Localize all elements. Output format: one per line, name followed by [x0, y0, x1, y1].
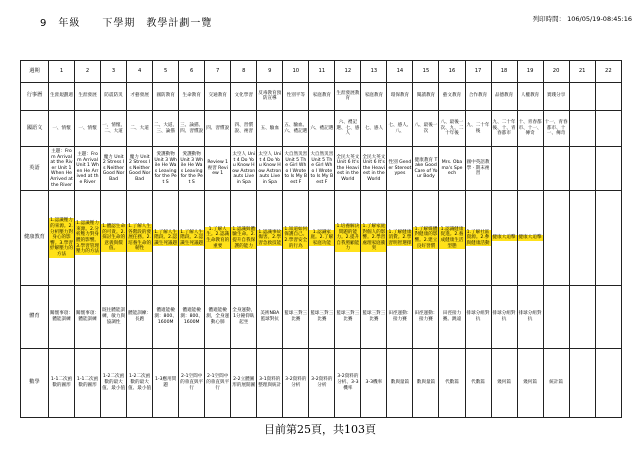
plan-cell-text: 國防教育: [156, 93, 175, 99]
plan-cell: [361, 110, 387, 147]
plan-cell: [491, 190, 517, 285]
plan-cell-text: 交通教育: [208, 93, 227, 99]
plan-cell: [335, 190, 361, 285]
plan-cell: [231, 110, 257, 147]
plan-cell: [231, 190, 257, 285]
plan-cell-text: 統計篇: [549, 380, 563, 386]
plan-cell: [309, 348, 335, 417]
plan-cell: [231, 82, 257, 110]
plan-cell: [465, 190, 491, 285]
week-number: 14: [387, 61, 413, 83]
week-number: 2: [75, 61, 101, 83]
plan-cell-text: 愛護動物 Unit 3 While He Was Leaving for the Pet S: [154, 151, 177, 185]
plan-cell: [491, 348, 517, 417]
plan-cell-text: 1.了解人生階段。2.認識生死議題: [154, 229, 178, 246]
plan-cell: [153, 82, 179, 110]
plan-cell-text: 1.了解人生各階段的發展任務。2.培養生命的韌性: [128, 223, 152, 252]
plan-cell-text: 1.了解媒體對健康的影響。2.建立良好習慣: [414, 226, 438, 249]
plan-cell-text: 3-1資料的整理與統計: [258, 377, 282, 388]
plan-cell: [153, 110, 179, 147]
plan-cell: [231, 147, 257, 190]
plan-cell-text: 二、大道: [130, 125, 149, 131]
plan-cell: [413, 147, 439, 190]
plan-cell: [335, 348, 361, 417]
week-number: 19: [517, 61, 543, 83]
plan-cell: [205, 286, 231, 349]
plan-cell: [101, 147, 127, 190]
plan-cell-text: 家庭教育: [364, 93, 384, 99]
plan-cell: [491, 286, 517, 349]
plan-cell-text: 體適能檢測：800、1600M: [154, 308, 177, 325]
plan-cell: [153, 348, 179, 417]
print-time: 列印時間： 106/05/19-08:45:16: [532, 15, 632, 23]
plan-cell: [283, 82, 309, 110]
plan-cell: [127, 82, 153, 110]
plan-cell-text: 3-3機率: [365, 380, 383, 386]
plan-cell-text: 十一、青春都市、十一、傳奇: [544, 120, 568, 137]
week-number: 9: [257, 61, 283, 83]
plan-cell: [465, 147, 491, 190]
plan-cell-text: 3-2資料的分析: [285, 377, 307, 388]
plan-cell: [543, 110, 569, 147]
plan-cell-text: 數與量篇: [416, 380, 436, 386]
plan-cell: [569, 82, 595, 110]
plan-cell: [361, 286, 387, 349]
plan-cell-text: 幾何篇: [523, 380, 537, 386]
plan-cell-text: 1.了解健康消費。2.學習明智選擇: [388, 229, 412, 246]
plan-cell-text: 代數篇: [445, 380, 459, 386]
plan-cell-text: 環保教育: [390, 93, 410, 99]
plan-cell: [465, 82, 491, 110]
plan-cell-text: 代數篇: [471, 380, 485, 386]
week-number: 22: [595, 61, 621, 83]
plan-cell-text: 大自然災害 Unit 5 The Girl Who I Wrote to Is My Best F: [310, 151, 334, 185]
subject-label: 數學: [21, 348, 49, 417]
plan-cell-text: 1.了解人生階段。2.認識生死議題: [180, 229, 204, 246]
plan-cell: [75, 190, 101, 285]
plan-cell: [283, 286, 309, 349]
plan-cell: [335, 82, 361, 110]
subject-row: [21, 286, 622, 349]
plan-cell: [257, 348, 283, 417]
plan-cell: [309, 82, 335, 110]
plan-cell-text: 太空人 Unit 4 Do You Know How Astronauts Live in Spa: [232, 151, 256, 185]
plan-cell-text: 1.認識與體驗生命。2.提升自我保護的能力: [232, 226, 256, 249]
plan-cell: [127, 110, 153, 147]
plan-cell: [231, 348, 257, 417]
week-number: 15: [413, 61, 439, 83]
plan-cell-text: 籃球三對三比賽: [284, 311, 308, 322]
plan-cell: [517, 348, 543, 417]
week-number: 21: [569, 61, 595, 83]
teaching-plan-table: [20, 60, 622, 418]
plan-cell-text: 防震防災: [104, 93, 123, 99]
plan-cell-text: 1.認識事故傷害。2.學習急救技能: [258, 229, 282, 246]
plan-cell: [413, 190, 439, 285]
plan-cell-text: 1.培養解決問題的能力。2.提升自我照顧能力: [336, 223, 360, 252]
plan-cell: [205, 348, 231, 417]
plan-cell: [101, 82, 127, 110]
plan-cell-text: 閱讀教育: [416, 93, 436, 99]
subject-label: 國語文: [21, 110, 49, 147]
plan-cell-text: 魔力 Unit 2 Stress Is Neither Good Nor Bad: [102, 154, 125, 183]
week-number: 11: [309, 61, 335, 83]
plan-cell-text: 十、青春都市、十一、傳奇: [518, 120, 542, 137]
plan-cell-text: 國中英語教學 · 期末複習: [466, 160, 490, 177]
plan-cell: [465, 286, 491, 349]
plan-cell-text: 1-3應用問題: [154, 377, 177, 388]
plan-cell: [439, 147, 465, 190]
plan-cell: [75, 82, 101, 110]
grade-title: 9 年級 下學期 教學計劃一覽: [40, 18, 213, 29]
plan-cell: [205, 147, 231, 190]
plan-cell: [283, 348, 309, 417]
plan-cell: [361, 348, 387, 417]
subject-label: 英語: [21, 147, 49, 190]
plan-cell-text: 1.認識健康促進。2.養成健康生活型態: [440, 226, 464, 249]
plan-cell-text: 2-1空間中的垂直與平行: [180, 374, 204, 391]
plan-cell-text: 主題：From Arrival Unit 1 When He Arrived at the River: [76, 151, 99, 185]
plan-cell: [595, 82, 621, 110]
week-header-row: [21, 61, 622, 83]
plan-cell: [361, 147, 387, 190]
plan-cell: [75, 110, 101, 147]
plan-cell: [49, 348, 75, 417]
plan-cell: [75, 147, 101, 190]
plan-cell-text: 體適能檢測：800、1600M: [180, 308, 203, 325]
week-number: 13: [361, 61, 387, 83]
plan-cell-text: 魔力 Unit 2 Stress Is Neither Good Nor Bad: [128, 154, 151, 183]
subject-label: 行事曆: [21, 82, 49, 110]
plan-cell-text: 大自然災害 Unit 5 The Girl Who I Wrote to Is My Best F: [284, 151, 308, 185]
plan-cell-text: 實踐分享: [546, 93, 566, 99]
plan-cell: [309, 286, 335, 349]
plan-cell: [413, 348, 439, 417]
plan-cell: [49, 190, 75, 285]
plan-cell-text: 生涯規劃週: [50, 93, 73, 99]
plan-cell-text: 健康大追擊: [518, 235, 542, 241]
plan-cell-text: 1.體認生命的可貴。2.探討生命的意義與價值。: [102, 223, 126, 252]
plan-cell: [153, 286, 179, 349]
plan-cell-text: 主題：From Arrival at the River Unit 1 When He Arrived at the River: [50, 149, 73, 188]
subject-label: 體育: [21, 286, 49, 349]
plan-cell-text: 田徑接力賽。跳遠: [442, 311, 462, 322]
plan-cell-text: 八、最後一次、九、二十年後: [440, 120, 464, 137]
plan-cell-text: 1-1二次函數的圖形: [50, 377, 73, 388]
plan-cell-text: 人權教育: [520, 93, 540, 99]
plan-cell: [387, 147, 413, 190]
plan-cell: [361, 190, 387, 285]
plan-cell-text: 1.了解人生。2.認識生命教育的重要: [206, 226, 230, 249]
plan-cell-text: 三、論描、四、習慣說: [180, 123, 204, 134]
plan-cell-text: 生命教育: [182, 93, 201, 99]
plan-cell: [75, 286, 101, 349]
plan-cell-text: 排球分組對抗: [518, 311, 542, 322]
plan-cell: [439, 286, 465, 349]
plan-cell-text: 七、感人: [364, 125, 384, 131]
plan-cell-text: 排球分組對抗: [466, 311, 490, 322]
plan-cell-text: 愛護動物 Unit 3 While He Was Leaving for the Pet S: [180, 151, 203, 185]
plan-cell-text: 一、情懷: [52, 125, 71, 131]
subject-row: [21, 190, 622, 285]
plan-cell: [569, 110, 595, 147]
plan-cell: [387, 190, 413, 285]
week-number: 17: [465, 61, 491, 83]
plan-cell-text: 一、情懷、二、大道: [102, 123, 126, 134]
plan-cell-text: 健康大追擊: [492, 235, 516, 241]
subject-row: [21, 147, 622, 190]
plan-cell-text: 反毒教育預防宣導: [258, 90, 282, 102]
plan-cell-text: 1.了解家庭對個人的影響。2.學習處理家庭衝突: [362, 223, 386, 252]
plan-cell-text: 五、驗血、六、禮記選: [284, 123, 308, 134]
plan-cell: [335, 147, 361, 190]
plan-cell: [205, 190, 231, 285]
plan-cell: [595, 348, 621, 417]
plan-cell: [517, 190, 543, 285]
plan-cell-text: 1.認識壓力的來源。2.分析壓力對身心的影響。3.學習紓解壓力的方法: [50, 218, 73, 257]
plan-cell-text: 二、大道、三、論描: [154, 123, 178, 134]
plan-cell-text: 幾何篇: [497, 380, 511, 386]
plan-cell-text: 健康教育 Take Good Care of Your Body: [414, 157, 438, 180]
plan-cell: [335, 286, 361, 349]
plan-cell: [543, 147, 569, 190]
week-number: 5: [153, 61, 179, 83]
subject-label: 健康教育: [21, 190, 49, 285]
plan-cell: [465, 348, 491, 417]
plan-cell: [231, 286, 257, 349]
plan-cell-text: 1-1二次函數的圖形: [76, 377, 99, 388]
plan-cell: [439, 110, 465, 147]
week-number: 4: [127, 61, 153, 83]
plan-cell: [387, 110, 413, 147]
plan-cell: [543, 286, 569, 349]
plan-cell: [205, 110, 231, 147]
plan-cell-text: 生涯發展: [78, 93, 97, 99]
plan-cell: [595, 190, 621, 285]
plan-cell-text: 關懷事項：體能訓練: [50, 311, 73, 322]
plan-cell-text: 籃球三對三比賽: [336, 311, 360, 322]
week-number: 3: [101, 61, 127, 83]
plan-cell: [101, 110, 127, 147]
plan-cell-text: 田徑運動：接力賽: [388, 311, 412, 322]
subject-row: [21, 82, 622, 110]
plan-cell-text: 七、感人、八、: [388, 123, 412, 134]
week-number: 1: [49, 61, 75, 83]
plan-cell: [543, 348, 569, 417]
plan-cell-text: 六、禮記選: [310, 125, 334, 131]
plan-cell: [465, 110, 491, 147]
plan-cell-text: 性別 Gender Stereotypes: [388, 160, 412, 177]
plan-cell-text: 文化學習: [234, 93, 253, 99]
plan-cell: [595, 147, 621, 190]
plan-cell: [127, 348, 153, 417]
week-number: 7: [205, 61, 231, 83]
plan-cell: [179, 348, 205, 417]
plan-cell-text: 1-2二次函數的最大值、最小值: [128, 374, 152, 391]
plan-cell: [569, 348, 595, 417]
plan-cell-text: 2-1空間中的垂直與平行: [206, 374, 230, 391]
plan-cell-text: 排球分組對抗: [492, 311, 516, 322]
plan-cell: [413, 286, 439, 349]
week-number: 6: [179, 61, 205, 83]
plan-cell: [595, 110, 621, 147]
plan-cell-text: 五、驗血: [260, 125, 279, 131]
plan-cell: [335, 110, 361, 147]
plan-cell-text: 四、習慣說、複習: [234, 123, 253, 134]
week-number: 16: [439, 61, 465, 83]
plan-cell: [283, 110, 309, 147]
plan-cell: [257, 286, 283, 349]
plan-cell: [517, 110, 543, 147]
plan-cell-text: 全身運動，1分鐘仰臥起坐: [232, 308, 256, 325]
plan-cell-text: 體能訓練：長跑: [128, 311, 152, 322]
plan-cell: [439, 190, 465, 285]
plan-cell-text: 美術NBA籃球對抗: [260, 311, 280, 322]
plan-cell: [49, 147, 75, 190]
plan-cell-text: 才藝發展: [130, 93, 149, 99]
plan-cell: [179, 286, 205, 349]
plan-cell-text: 六、禮記選、七、感人: [336, 120, 360, 137]
week-number: 18: [491, 61, 517, 83]
plan-cell-text: 九、二十年後: [466, 123, 490, 134]
plan-cell-text: 3-2資料的分析: [311, 377, 333, 388]
plan-cell: [101, 286, 127, 349]
subject-row: [21, 110, 622, 147]
plan-cell: [491, 147, 517, 190]
plan-cell: [127, 286, 153, 349]
plan-cell: [179, 190, 205, 285]
plan-cell-text: 九、二十年後、十、青春都市: [492, 120, 516, 137]
plan-cell: [387, 348, 413, 417]
plan-cell-text: 籃球三對三比賽: [362, 311, 386, 322]
plan-cell-text: Mrs. Obama's Speech: [441, 160, 463, 177]
plan-cell: [439, 348, 465, 417]
plan-cell-text: 1.了解社區資源。2.參與健康活動: [466, 229, 490, 246]
plan-cell: [257, 190, 283, 285]
plan-cell: [49, 286, 75, 349]
plan-cell-text: 1.認識家庭。2.了解家庭功能: [310, 229, 334, 246]
plan-cell: [517, 82, 543, 110]
plan-cell-text: 家庭教育: [312, 93, 332, 99]
plan-cell: [101, 190, 127, 285]
plan-cell: [179, 110, 205, 147]
plan-cell-text: 藝文教育: [442, 93, 462, 99]
plan-cell: [517, 286, 543, 349]
plan-cell: [283, 190, 309, 285]
plan-cell: [309, 110, 335, 147]
plan-cell-text: 品德教育: [494, 93, 514, 99]
plan-cell: [569, 190, 595, 285]
plan-cell: [569, 286, 595, 349]
plan-cell-text: 田徑運動：接力賽: [414, 311, 438, 322]
plan-cell-text: 關懷事項：體能訓練: [76, 311, 100, 322]
plan-cell-text: 數與量篇: [390, 380, 410, 386]
plan-cell: [179, 82, 205, 110]
plan-cell: [257, 82, 283, 110]
plan-cell: [205, 82, 231, 110]
plan-cell: [413, 82, 439, 110]
plan-cell: [153, 190, 179, 285]
plan-cell-text: 八、最後一次: [414, 123, 438, 134]
plan-cell: [309, 190, 335, 285]
plan-cell: [49, 110, 75, 147]
plan-cell-text: 生涯發展教育: [336, 90, 360, 102]
week-number: 12: [335, 61, 361, 83]
plan-cell: [49, 82, 75, 110]
plan-cell-text: 體適能檢測，全身運動心肺: [206, 308, 230, 325]
plan-cell-text: 2-2立體圖形的展開圖: [232, 377, 256, 388]
plan-cell-text: 一、情懷: [78, 125, 97, 131]
plan-cell: [517, 147, 543, 190]
plan-cell: [387, 286, 413, 349]
plan-cell-text: 全民大英文 Unit 6 It's the Heaviest in the World: [336, 154, 360, 183]
plan-cell: [75, 348, 101, 417]
plan-cell: [491, 110, 517, 147]
plan-cell: [491, 82, 517, 110]
plan-cell-text: 性別平等: [286, 93, 305, 99]
plan-cell-text: 全民大英文 Unit 6 It's the Heaviest in the World: [362, 154, 386, 183]
plan-cell: [361, 82, 387, 110]
plan-cell: [257, 110, 283, 147]
plan-cell: [257, 147, 283, 190]
plan-cell-text: Review 1 複習 Review 1: [207, 160, 229, 177]
plan-cell: [569, 147, 595, 190]
plan-cell: [543, 190, 569, 285]
plan-cell: [127, 147, 153, 190]
week-number: 10: [283, 61, 309, 83]
plan-cell: [153, 147, 179, 190]
plan-cell: [127, 190, 153, 285]
plan-cell-text: 四、習慣說: [206, 125, 230, 131]
plan-cell-text: 3-2資料的分析、3-3機率: [337, 374, 359, 391]
plan-cell-text: 籃球三對三比賽: [310, 311, 334, 322]
page-indicator: 目前第25頁，共103頁: [264, 423, 376, 436]
week-header-label: 週期: [21, 61, 49, 83]
plan-cell: [439, 82, 465, 110]
plan-cell: [387, 82, 413, 110]
plan-cell-text: 既往體能訓練，敏力與協調性: [102, 308, 126, 325]
plan-cell-text: 1.知道如何保護自己。2.學習安全的行為: [284, 226, 308, 249]
week-number: 20: [543, 61, 569, 83]
plan-cell: [595, 286, 621, 349]
plan-cell: [283, 147, 309, 190]
plan-cell-text: 太空人 Unit 4 Do You Know How Astronauts Live in Spa: [258, 151, 282, 185]
plan-cell: [413, 110, 439, 147]
plan-cell-text: 1.認識壓力來源。2.分析壓力對身體的影響。3.學習管理壓力的方法: [76, 221, 100, 255]
plan-cell: [543, 82, 569, 110]
week-number: 8: [231, 61, 257, 83]
plan-cell: [309, 147, 335, 190]
plan-cell: [179, 147, 205, 190]
plan-cell-text: 1-2二次函數的最大值、最小值: [102, 374, 126, 391]
subject-row: [21, 348, 622, 417]
plan-cell: [101, 348, 127, 417]
plan-cell-text: 合作教育: [468, 93, 488, 99]
